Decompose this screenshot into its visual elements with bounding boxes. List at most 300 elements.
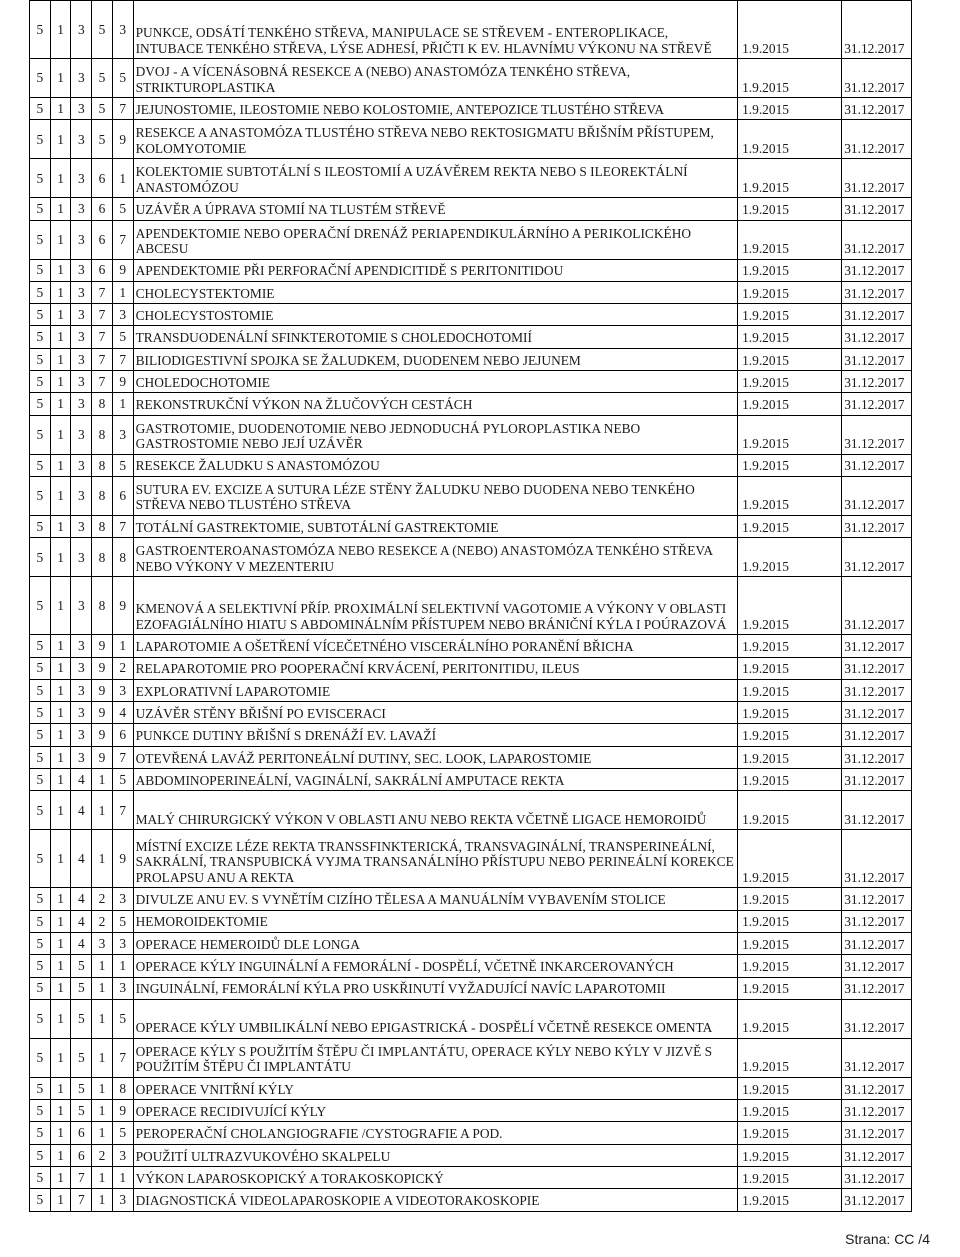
- code-digit-cell: 9: [92, 679, 113, 701]
- code-digit-cell: 5: [30, 120, 51, 159]
- description-text: RESEKCE A ANASTOMÓZA TLUSTÉHO STŘEVA NEBO REKTOSIGMATU BŘIŠNÍM PŘÍSTUPEM, KOLOMYOTOMIE: [135, 125, 714, 156]
- description-text: CHOLEDOCHOTOMIE: [135, 374, 270, 390]
- code-digit-cell: 4: [112, 702, 133, 724]
- code-digit-cell: 3: [71, 393, 92, 415]
- valid-from-date: 1.9.2015: [742, 981, 789, 997]
- code-digit-cell: 3: [71, 98, 92, 120]
- code-digit-cell: 5: [30, 59, 51, 98]
- valid-from-date: 1.9.2015: [742, 285, 789, 301]
- code-digit-cell: 7: [92, 281, 113, 303]
- code-digit-cell: 4: [71, 910, 92, 932]
- valid-to-date: 31.12.2017: [844, 1020, 905, 1036]
- table-row: [30, 98, 912, 120]
- valid-from-cell: [738, 259, 842, 281]
- valid-to-date: 31.12.2017: [844, 811, 905, 827]
- valid-to-cell: [842, 1189, 912, 1211]
- valid-from-date: 1.9.2015: [742, 1126, 789, 1142]
- code-digit-cell: 5: [30, 198, 51, 220]
- code-digit-cell: 9: [112, 371, 133, 393]
- valid-to-date: 31.12.2017: [844, 330, 905, 346]
- code-digit-cell: 5: [30, 159, 51, 198]
- code-digit-cell: 5: [30, 348, 51, 370]
- code-digit-cell: 1: [50, 538, 71, 577]
- valid-from-cell: [738, 679, 842, 701]
- code-digit-cell: 5: [30, 932, 51, 954]
- valid-to-cell: [842, 724, 912, 746]
- code-digit-cell: 4: [71, 932, 92, 954]
- description-cell: [133, 657, 738, 679]
- table-row: [30, 791, 912, 830]
- valid-to-date: 31.12.2017: [844, 101, 905, 117]
- code-digit-cell: 3: [71, 1, 92, 59]
- description-cell: [133, 259, 738, 281]
- code-digit-cell: 3: [71, 220, 92, 259]
- code-digit-cell: 1: [50, 679, 71, 701]
- code-digit-cell: 1: [92, 1077, 113, 1099]
- table-row: [30, 371, 912, 393]
- description-cell: [133, 220, 738, 259]
- valid-to-date: 31.12.2017: [844, 1059, 905, 1075]
- valid-to-cell: [842, 1038, 912, 1077]
- description-cell: [133, 415, 738, 454]
- valid-to-date: 31.12.2017: [844, 616, 905, 632]
- code-digit-cell: 5: [71, 1077, 92, 1099]
- code-digit-cell: 3: [71, 577, 92, 635]
- code-digit-cell: 3: [112, 415, 133, 454]
- valid-from-cell: [738, 120, 842, 159]
- code-digit-cell: 1: [50, 415, 71, 454]
- code-digit-cell: 1: [92, 1100, 113, 1122]
- code-digit-cell: 9: [112, 830, 133, 888]
- code-digit-cell: 1: [112, 281, 133, 303]
- description-cell: [133, 538, 738, 577]
- code-digit-cell: 3: [71, 59, 92, 98]
- description-text: VÝKON LAPAROSKOPICKÝ A TORAKOSKOPICKÝ: [135, 1170, 444, 1186]
- valid-from-date: 1.9.2015: [742, 683, 789, 699]
- code-digit-cell: 8: [112, 538, 133, 577]
- code-digit-cell: 1: [50, 1122, 71, 1144]
- description-text: KOLEKTOMIE SUBTOTÁLNÍ S ILEOSTOMIÍ A UZÁVĚREM REKTA NEBO S ILEOREKTÁLNÍ ANASTOMÓZOU: [135, 164, 688, 195]
- valid-from-date: 1.9.2015: [742, 1020, 789, 1036]
- code-digit-cell: 2: [92, 1144, 113, 1166]
- valid-from-date: 1.9.2015: [742, 307, 789, 323]
- valid-to-cell: [842, 220, 912, 259]
- code-digit-cell: 5: [30, 220, 51, 259]
- table-row: [30, 679, 912, 701]
- code-digit-cell: 5: [30, 304, 51, 326]
- description-cell: [133, 999, 738, 1038]
- table-row: [30, 59, 912, 98]
- valid-to-cell: [842, 657, 912, 679]
- valid-from-date: 1.9.2015: [742, 352, 789, 368]
- code-digit-cell: 1: [50, 1144, 71, 1166]
- description-text: MALÝ CHIRURGICKÝ VÝKON V OBLASTI ANU NEBO REKTA VČETNĚ LIGACE HEMOROIDŮ: [135, 811, 707, 827]
- code-digit-cell: 5: [30, 415, 51, 454]
- code-digit-cell: 1: [112, 393, 133, 415]
- code-digit-cell: 1: [50, 999, 71, 1038]
- valid-from-date: 1.9.2015: [742, 639, 789, 655]
- code-digit-cell: 5: [30, 679, 51, 701]
- valid-from-cell: [738, 476, 842, 515]
- code-digit-cell: 5: [71, 977, 92, 999]
- code-digit-cell: 5: [30, 955, 51, 977]
- valid-from-date: 1.9.2015: [742, 892, 789, 908]
- description-cell: [133, 1038, 738, 1077]
- valid-from-date: 1.9.2015: [742, 558, 789, 574]
- valid-from-cell: [738, 746, 842, 768]
- valid-to-date: 31.12.2017: [844, 241, 905, 257]
- valid-to-date: 31.12.2017: [844, 705, 905, 721]
- valid-to-date: 31.12.2017: [844, 458, 905, 474]
- code-digit-cell: 7: [112, 1038, 133, 1077]
- code-digit-cell: 1: [50, 888, 71, 910]
- valid-to-date: 31.12.2017: [844, 263, 905, 279]
- valid-to-cell: [842, 120, 912, 159]
- description-cell: [133, 98, 738, 120]
- description-text: REKONSTRUKČNÍ VÝKON NA ŽLUČOVÝCH CESTÁCH: [135, 397, 473, 413]
- code-digit-cell: 5: [30, 515, 51, 537]
- code-digit-cell: 5: [112, 326, 133, 348]
- code-digit-cell: 6: [92, 198, 113, 220]
- description-text: GASTROTOMIE, DUODENOTOMIE NEBO JEDNODUCHÁ PYLOROPLASTIKA NEBO GASTROSTOMIE NEBO JEJÍ UZÁVĚR: [135, 420, 641, 452]
- description-cell: [133, 888, 738, 910]
- description-text: PEROPERAČNÍ CHOLANGIOGRAFIE /CYSTOGRAFIE A POD.: [135, 1126, 503, 1142]
- valid-from-date: 1.9.2015: [742, 263, 789, 279]
- table-row: [30, 888, 912, 910]
- description-cell: [133, 769, 738, 791]
- table-row: [30, 724, 912, 746]
- code-digit-cell: 1: [92, 791, 113, 830]
- valid-to-cell: [842, 59, 912, 98]
- code-digit-cell: 5: [30, 371, 51, 393]
- valid-from-cell: [738, 932, 842, 954]
- valid-from-date: 1.9.2015: [742, 705, 789, 721]
- table-row: [30, 635, 912, 657]
- valid-from-date: 1.9.2015: [742, 101, 789, 117]
- code-digit-cell: 3: [71, 415, 92, 454]
- valid-to-cell: [842, 371, 912, 393]
- valid-to-date: 31.12.2017: [844, 519, 905, 535]
- code-digit-cell: 3: [71, 635, 92, 657]
- valid-to-cell: [842, 635, 912, 657]
- valid-from-cell: [738, 1167, 842, 1189]
- description-text: MÍSTNÍ EXCIZE LÉZE REKTA TRANSSFINKTERICKÁ, TRANSVAGINÁLNÍ, TRANSPERINEÁLNÍ, SAKRÁLNÍ, TRANSPUBICKÁ VYJMA TRANSANÁLNÍHO PŘÍSTUPU NEBO PERINEÁLNÍ KOREKCE PROLAPSU ANU A REKTA: [135, 838, 734, 885]
- description-text: UZÁVĚR A ÚPRAVA STOMIÍ NA TLUSTÉM STŘEVĚ: [135, 202, 446, 218]
- page-number: Strana: CC /4: [845, 1231, 930, 1247]
- description-text: EXPLORATIVNÍ LAPAROTOMIE: [135, 683, 331, 699]
- table-row: [30, 1100, 912, 1122]
- valid-to-date: 31.12.2017: [844, 179, 905, 195]
- code-digit-cell: 1: [92, 1038, 113, 1077]
- description-text: SUTURA EV. EXCIZE A SUTURA LÉZE STĚNY ŽALUDKU NEBO DUODENA NEBO TENKÉHO STŘEVA NEBO TLUSTÉHO STŘEVA: [135, 481, 695, 513]
- description-cell: [133, 1, 738, 59]
- code-digit-cell: 7: [92, 326, 113, 348]
- code-digit-cell: 6: [71, 1122, 92, 1144]
- description-cell: [133, 635, 738, 657]
- description-text: OPERACE KÝLY UMBILIKÁLNÍ NEBO EPIGASTRICKÁ - DOSPĚLÍ VČETNĚ RESEKCE OMENTA: [135, 1020, 713, 1036]
- valid-from-cell: [738, 1077, 842, 1099]
- valid-to-cell: [842, 538, 912, 577]
- code-digit-cell: 5: [30, 577, 51, 635]
- valid-to-date: 31.12.2017: [844, 728, 905, 744]
- valid-from-cell: [738, 657, 842, 679]
- code-digit-cell: 1: [92, 977, 113, 999]
- table-row: [30, 999, 912, 1038]
- code-digit-cell: 5: [71, 1038, 92, 1077]
- valid-to-cell: [842, 1122, 912, 1144]
- code-digit-cell: 1: [92, 1189, 113, 1211]
- valid-from-date: 1.9.2015: [742, 241, 789, 257]
- valid-from-date: 1.9.2015: [742, 811, 789, 827]
- code-digit-cell: 1: [50, 724, 71, 746]
- code-digit-cell: 6: [92, 220, 113, 259]
- code-digit-cell: 1: [50, 910, 71, 932]
- code-digit-cell: 5: [30, 1, 51, 59]
- description-cell: [133, 476, 738, 515]
- valid-to-cell: [842, 769, 912, 791]
- valid-from-date: 1.9.2015: [742, 936, 789, 952]
- description-text: OTEVŘENÁ LAVÁŽ PERITONEÁLNÍ DUTINY, SEC. LOOK, LAPAROSTOMIE: [135, 750, 592, 766]
- code-digit-cell: 5: [30, 454, 51, 476]
- valid-to-cell: [842, 98, 912, 120]
- valid-from-cell: [738, 791, 842, 830]
- valid-to-cell: [842, 888, 912, 910]
- code-digit-cell: 1: [92, 1122, 113, 1144]
- description-cell: [133, 830, 738, 888]
- valid-to-date: 31.12.2017: [844, 558, 905, 574]
- code-digit-cell: 7: [71, 1189, 92, 1211]
- table-row: [30, 1, 912, 59]
- valid-from-date: 1.9.2015: [742, 179, 789, 195]
- description-cell: [133, 326, 738, 348]
- description-cell: [133, 281, 738, 303]
- valid-from-date: 1.9.2015: [742, 1193, 789, 1209]
- table-row: [30, 1189, 912, 1211]
- valid-from-date: 1.9.2015: [742, 40, 789, 56]
- valid-to-cell: [842, 304, 912, 326]
- valid-to-date: 31.12.2017: [844, 374, 905, 390]
- description-cell: [133, 1144, 738, 1166]
- code-digit-cell: 3: [71, 538, 92, 577]
- valid-to-cell: [842, 454, 912, 476]
- code-digit-cell: 8: [92, 454, 113, 476]
- description-text: DVOJ - A VÍCENÁSOBNÁ RESEKCE A (NEBO) ANASTOMÓZA TENKÉHO STŘEVA, STRIKTUROPLASTIKA: [135, 64, 631, 95]
- code-digit-cell: 1: [50, 393, 71, 415]
- table-row: [30, 393, 912, 415]
- valid-from-date: 1.9.2015: [742, 79, 789, 95]
- code-digit-cell: 2: [92, 910, 113, 932]
- valid-to-cell: [842, 393, 912, 415]
- valid-from-cell: [738, 59, 842, 98]
- code-digit-cell: 5: [30, 98, 51, 120]
- code-digit-cell: 7: [112, 220, 133, 259]
- valid-to-cell: [842, 415, 912, 454]
- table-row: [30, 476, 912, 515]
- code-digit-cell: 1: [50, 577, 71, 635]
- code-digit-cell: 1: [50, 371, 71, 393]
- code-digit-cell: 3: [112, 304, 133, 326]
- code-digit-cell: 7: [112, 348, 133, 370]
- code-digit-cell: 1: [112, 635, 133, 657]
- valid-from-cell: [738, 98, 842, 120]
- description-text: UZÁVĚR STĚNY BŘIŠNÍ PO EVISCERACI: [135, 705, 386, 721]
- valid-to-date: 31.12.2017: [844, 285, 905, 301]
- description-cell: [133, 454, 738, 476]
- valid-from-date: 1.9.2015: [742, 869, 789, 885]
- valid-to-cell: [842, 679, 912, 701]
- code-digit-cell: 3: [71, 120, 92, 159]
- code-digit-cell: 5: [30, 1077, 51, 1099]
- valid-to-date: 31.12.2017: [844, 202, 905, 218]
- description-text: APENDEKTOMIE NEBO OPERAČNÍ DRENÁŽ PERIAPENDIKULÁRNÍHO A PERIKOLICKÉHO ABCESU: [135, 225, 692, 257]
- valid-from-date: 1.9.2015: [742, 497, 789, 513]
- code-digit-cell: 8: [92, 577, 113, 635]
- description-text: OPERACE RECIDIVUJÍCÍ KÝLY: [135, 1103, 327, 1119]
- description-cell: [133, 371, 738, 393]
- code-digit-cell: 1: [50, 1167, 71, 1189]
- valid-from-cell: [738, 1144, 842, 1166]
- code-digit-cell: 5: [92, 59, 113, 98]
- table-row: [30, 1077, 912, 1099]
- code-digit-cell: 3: [112, 888, 133, 910]
- code-digit-cell: 3: [71, 371, 92, 393]
- code-digit-cell: 9: [92, 635, 113, 657]
- valid-to-date: 31.12.2017: [844, 772, 905, 788]
- code-digit-cell: 3: [71, 259, 92, 281]
- code-digit-cell: 5: [30, 888, 51, 910]
- description-text: OPERACE KÝLY INGUINÁLNÍ A FEMORÁLNÍ - DOSPĚLÍ, VČETNĚ INKARCEROVANÝCH: [135, 959, 674, 975]
- description-cell: [133, 577, 738, 635]
- code-digit-cell: 3: [112, 1, 133, 59]
- table-row: [30, 538, 912, 577]
- code-digit-cell: 7: [71, 1167, 92, 1189]
- valid-from-date: 1.9.2015: [742, 616, 789, 632]
- code-digit-cell: 1: [50, 515, 71, 537]
- valid-from-date: 1.9.2015: [742, 1059, 789, 1075]
- code-digit-cell: 1: [50, 635, 71, 657]
- valid-to-cell: [842, 910, 912, 932]
- code-digit-cell: 5: [30, 326, 51, 348]
- description-cell: [133, 724, 738, 746]
- valid-to-date: 31.12.2017: [844, 869, 905, 885]
- table-row: [30, 657, 912, 679]
- valid-from-cell: [738, 702, 842, 724]
- code-digit-cell: 5: [30, 393, 51, 415]
- table-row: [30, 159, 912, 198]
- code-digit-cell: 1: [112, 1167, 133, 1189]
- valid-to-date: 31.12.2017: [844, 1126, 905, 1142]
- description-text: KMENOVÁ A SELEKTIVNÍ PŘÍP. PROXIMÁLNÍ SELEKTIVNÍ VAGOTOMIE A VÝKONY V OBLASTI EZOFAGIÁLNÍHO HIATU S ABDOMINÁLNÍM PŘÍSTUPEM NEBO BRÁNIČNÍ KÝLA I POÚRAZOVÁ: [135, 601, 727, 632]
- valid-from-date: 1.9.2015: [742, 772, 789, 788]
- code-digit-cell: 1: [50, 746, 71, 768]
- code-digit-cell: 5: [30, 746, 51, 768]
- code-digit-cell: 1: [50, 932, 71, 954]
- description-cell: [133, 791, 738, 830]
- table-row: [30, 932, 912, 954]
- description-text: APENDEKTOMIE PŘI PERFORAČNÍ APENDICITIDĚ S PERITONITIDOU: [135, 263, 564, 279]
- valid-from-date: 1.9.2015: [742, 1148, 789, 1164]
- valid-from-cell: [738, 1038, 842, 1077]
- valid-from-cell: [738, 371, 842, 393]
- table-row: [30, 281, 912, 303]
- code-digit-cell: 3: [71, 326, 92, 348]
- valid-from-date: 1.9.2015: [742, 914, 789, 930]
- table-row: [30, 702, 912, 724]
- description-cell: [133, 1167, 738, 1189]
- code-digit-cell: 5: [92, 120, 113, 159]
- code-digit-cell: 4: [71, 888, 92, 910]
- code-digit-cell: 8: [92, 538, 113, 577]
- code-digit-cell: 9: [112, 259, 133, 281]
- valid-to-date: 31.12.2017: [844, 140, 905, 156]
- valid-to-cell: [842, 1077, 912, 1099]
- code-digit-cell: 1: [50, 220, 71, 259]
- valid-to-date: 31.12.2017: [844, 639, 905, 655]
- code-digit-cell: 9: [92, 702, 113, 724]
- code-digit-cell: 1: [112, 159, 133, 198]
- description-text: JEJUNOSTOMIE, ILEOSTOMIE NEBO KOLOSTOMIE, ANTEPOZICE TLUSTÉHO STŘEVA: [135, 101, 665, 117]
- code-digit-cell: 1: [50, 830, 71, 888]
- table-row: [30, 259, 912, 281]
- code-digit-cell: 4: [71, 791, 92, 830]
- code-digit-cell: 1: [50, 159, 71, 198]
- code-digit-cell: 5: [30, 702, 51, 724]
- valid-to-date: 31.12.2017: [844, 981, 905, 997]
- code-digit-cell: 1: [50, 259, 71, 281]
- code-digit-cell: 5: [92, 1, 113, 59]
- valid-to-date: 31.12.2017: [844, 397, 905, 413]
- description-text: TRANSDUODENÁLNÍ SFINKTEROTOMIE S CHOLEDOCHOTOMIÍ: [135, 330, 532, 346]
- code-digit-cell: 1: [50, 198, 71, 220]
- code-digit-cell: 6: [112, 724, 133, 746]
- valid-to-cell: [842, 577, 912, 635]
- code-digit-cell: 3: [112, 932, 133, 954]
- code-digit-cell: 6: [112, 476, 133, 515]
- valid-from-cell: [738, 1100, 842, 1122]
- valid-to-date: 31.12.2017: [844, 1170, 905, 1186]
- description-text: LAPAROTOMIE A OŠETŘENÍ VÍCEČETNÉHO VISCERÁLNÍHO PORANĚNÍ BŘICHA: [135, 639, 634, 655]
- table-row: [30, 1144, 912, 1166]
- code-digit-cell: 5: [30, 1122, 51, 1144]
- valid-to-date: 31.12.2017: [844, 892, 905, 908]
- code-digit-cell: 1: [92, 830, 113, 888]
- code-digit-cell: 5: [30, 635, 51, 657]
- valid-from-cell: [738, 977, 842, 999]
- description-text: ABDOMINOPERINEÁLNÍ, VAGINÁLNÍ, SAKRÁLNÍ AMPUTACE REKTA: [135, 772, 565, 788]
- code-digit-cell: 1: [50, 1189, 71, 1211]
- valid-to-cell: [842, 1100, 912, 1122]
- code-digit-cell: 3: [71, 348, 92, 370]
- code-digit-cell: 1: [50, 769, 71, 791]
- code-digit-cell: 9: [112, 577, 133, 635]
- valid-to-date: 31.12.2017: [844, 79, 905, 95]
- description-text: DIAGNOSTICKÁ VIDEOLAPAROSKOPIE A VIDEOTORAKOSKOPIE: [135, 1193, 540, 1209]
- description-text: RESEKCE ŽALUDKU S ANASTOMÓZOU: [135, 458, 380, 474]
- valid-from-cell: [738, 888, 842, 910]
- valid-from-cell: [738, 999, 842, 1038]
- code-digit-cell: 9: [92, 746, 113, 768]
- valid-to-date: 31.12.2017: [844, 307, 905, 323]
- valid-from-cell: [738, 348, 842, 370]
- code-digit-cell: 5: [71, 955, 92, 977]
- description-text: GASTROENTEROANASTOMÓZA NEBO RESEKCE A (NEBO) ANASTOMÓZA TENKÉHO STŘEVA NEBO VÝKONY V MEZENTERIU: [135, 543, 713, 574]
- valid-to-cell: [842, 326, 912, 348]
- valid-from-cell: [738, 910, 842, 932]
- code-digit-cell: 1: [50, 304, 71, 326]
- valid-to-cell: [842, 702, 912, 724]
- valid-to-cell: [842, 932, 912, 954]
- valid-from-cell: [738, 304, 842, 326]
